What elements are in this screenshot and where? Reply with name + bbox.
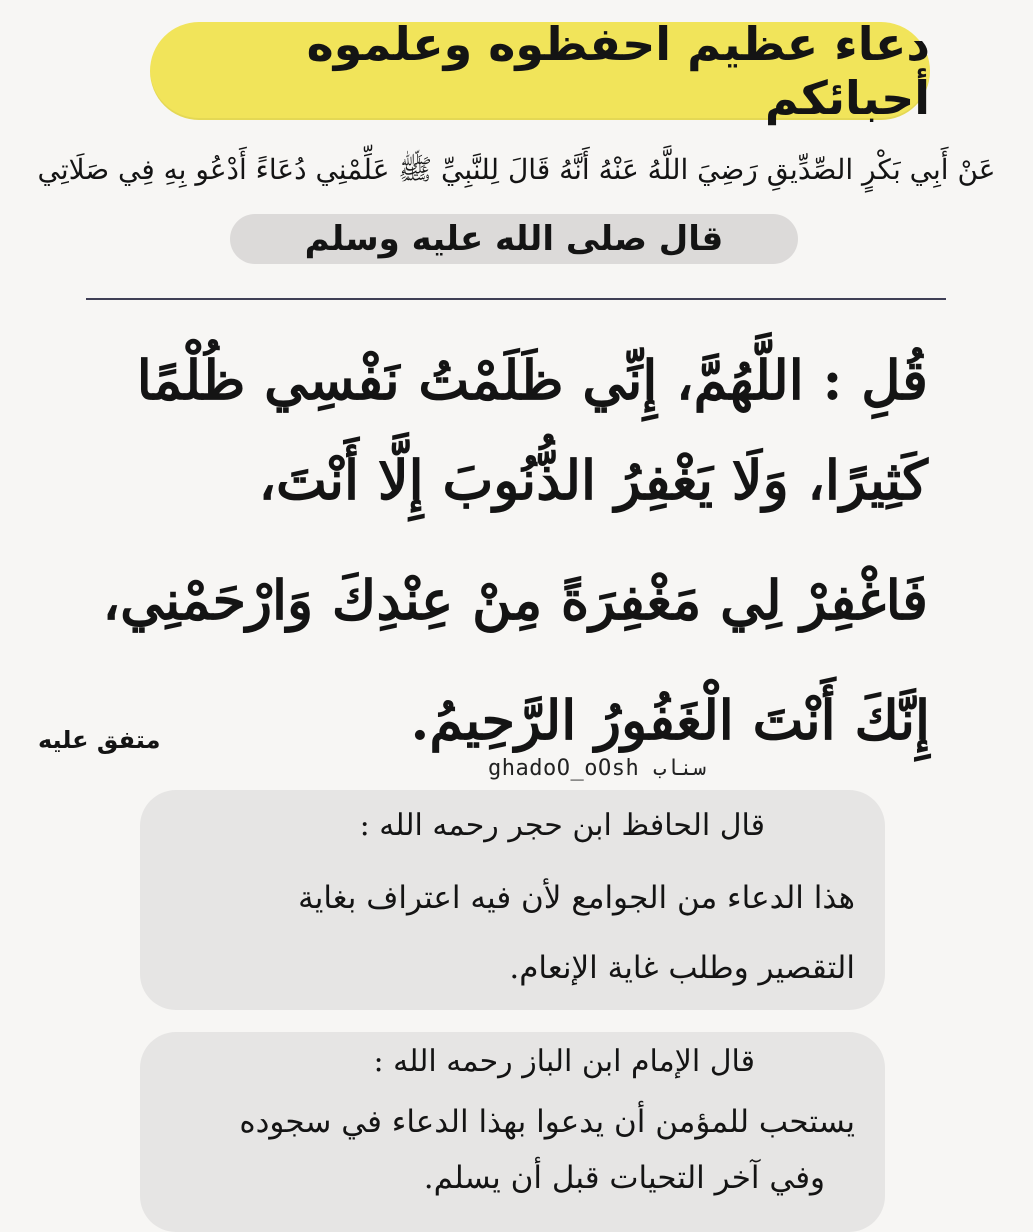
- ibn-baz-note: [140, 1032, 885, 1232]
- hadith-narration: عَنْ أَبِي بَكْرٍ الصِّدِّيقِ رَضِيَ اللَّهُ عَنْهُ أَنَّهُ قَالَ لِلنَّبِيِّ ﷺ عَلِّمْنِي دُعَاءً أَدْعُو بِهِ فِي صَلَاتِي: [37, 153, 996, 186]
- prophet-said-badge: [230, 214, 798, 264]
- snap-watermark: ghadoO_oOsh سناب: [488, 756, 706, 781]
- ibn-baz-line-1: يستحب للمؤمن أن يدعوا بهذا الدعاء في سجوده: [239, 1104, 855, 1140]
- ibn-hajar-line-1: هذا الدعاء من الجوامع لأن فيه اعتراف بغاية: [298, 880, 855, 916]
- ibn-hajar-line-2: التقصير وطلب غاية الإنعام.: [509, 950, 855, 986]
- ibn-hajar-note: [140, 790, 885, 1010]
- ibn-baz-heading: قال الإمام ابن الباز رحمه الله :: [373, 1044, 755, 1079]
- dua-line-3: فَاغْفِرْ لِي مَغْفِرَةً مِنْ عِنْدِكَ وَارْحَمْنِي،: [102, 568, 928, 632]
- divider: [86, 298, 946, 300]
- page-title: دعاء عظيم احفظوه وعلموه أحبائكم: [306, 17, 930, 125]
- agreed-upon-label: متفق عليه: [38, 726, 161, 754]
- ibn-baz-line-2: وفي آخر التحيات قبل أن يسلم.: [423, 1160, 825, 1196]
- dua-line-2: كَثِيرًا، وَلَا يَغْفِرُ الذُّنُوبَ إِلَّا أَنْتَ،: [258, 448, 928, 512]
- dua-line-1: قُلِ : اللَّهُمَّ، إِنِّي ظَلَمْتُ نَفْسِي ظُلْمًا: [136, 348, 928, 412]
- prophet-said-label: قال صلى الله عليه وسلم: [304, 219, 724, 259]
- title-banner: [150, 17, 930, 125]
- dua-line-4: إِنَّكَ أَنْتَ الْغَفُورُ الرَّحِيمُ.: [410, 688, 930, 752]
- ibn-hajar-heading: قال الحافظ ابن حجر رحمه الله :: [359, 808, 765, 843]
